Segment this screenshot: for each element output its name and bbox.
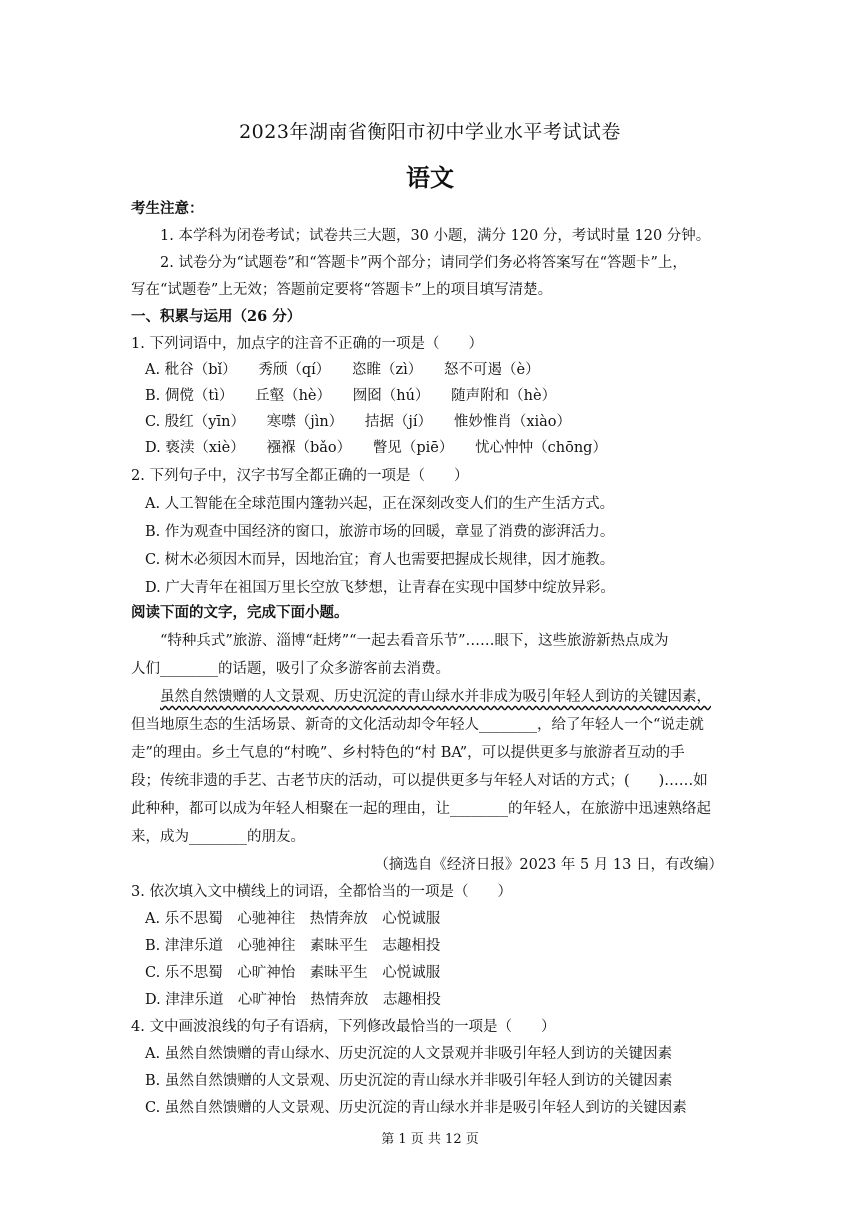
question-3-option-d: D. 津津乐道 心旷神怡 热情奔放 志趣相投 [145, 992, 441, 1008]
question-4-option-a: A. 虽然自然馈赠的青山绿水、历史沉淀的人文景观并非吸引年轻人到访的关键因素 [145, 1046, 673, 1062]
question-1-option-a: A. 秕谷（bǐ） 秀颀（qí） 恣睢（zì） 怒不可遏（è） [145, 362, 540, 378]
question-3-option-c: C. 乐不思蜀 心旷神怡 素昧平生 心悦诚服 [145, 965, 441, 981]
reading-paragraph-1-cont: 人们________的话题，吸引了众多游客前去消费。 [131, 661, 450, 677]
question-3-stem: 3. 依次填入文中横线上的词语，全都恰当的一项是（ ） [131, 884, 512, 900]
notice-item-2: 2. 试卷分为“试题卷”和“答题卡”两个部分；请同学们务必将答案写在“答题卡”上， [160, 255, 687, 271]
question-3-option-a: A. 乐不思蜀 心驰神往 热情奔放 心悦诚服 [145, 911, 441, 927]
question-1-stem: 1. 下列词语中，加点字的注音不正确的一项是（ ） [131, 336, 483, 352]
question-4-option-c: C. 虽然自然馈赠的人文景观、历史沉淀的青山绿水并非是吸引年轻人到访的关键因素 [145, 1100, 687, 1116]
reading-paragraph-2-line-6: 来，成为________的朋友。 [131, 829, 305, 845]
exam-title: 2023年湖南省衡阳市初中学业水平考试试卷 [239, 121, 621, 143]
question-4-stem: 4. 文中画波浪线的句子有语病，下列修改最恰当的一项是（ ） [131, 1019, 556, 1035]
notice-item-2-cont: 写在“试题卷”上无效；答题前定要将“答题卡”上的项目填写清楚。 [131, 282, 553, 298]
reading-paragraph-2-line-3: 走”的理由。乡土气息的“村晚”、乡村特色的“村 BA”，可以提供更多与旅游者互动的手 [131, 745, 685, 761]
question-2-option-a: A. 人工智能在全球范围内篷勃兴起，正在深刻改变人们的生产生活方式。 [145, 496, 615, 512]
question-4-option-b: B. 虽然自然馈赠的人文景观、历史沉淀的青山绿水并非吸引年轻人到访的关键因素 [145, 1073, 673, 1089]
question-2-stem: 2. 下列句子中，汉字书写全都正确的一项是（ ） [131, 468, 469, 484]
question-1-option-d: D. 亵渎（xiè） 襁褓（bǎo） 瞥见（piē） 忧心忡忡（chōng） [145, 440, 607, 456]
question-3-option-b: B. 津津乐道 心驰神往 素昧平生 志趣相投 [145, 938, 441, 954]
page-footer: 第 1 页 共 12 页 [381, 1132, 479, 1147]
reading-paragraph-2-line-2: 但当地原生态的生活场景、新奇的文化活动却令年轻人________，给了年轻人一个“说走就 [131, 717, 704, 733]
reading-source: （摘选自《经济日报》2023 年 5 月 13 日，有改编） [374, 857, 723, 873]
question-2-option-c: C. 树木必须因木而异，因地治宜；育人也需要把握成长规律，因才施教。 [145, 552, 615, 568]
wavy-underlined-sentence: 虽然自然馈赠的人文景观、历史沉淀的青山绿水并非成为吸引年轻人到访的关键因素， [160, 689, 711, 705]
notice-heading: 考生注意： [131, 200, 204, 217]
question-1-option-b: B. 倜傥（tì） 丘壑（hè） 囫囵（hú） 随声附和（hè） [145, 388, 557, 404]
question-1-option-c: C. 殷红（yīn） 寒噤（jìn） 拮据（jí） 惟妙惟肖（xiào） [145, 414, 572, 430]
reading-heading: 阅读下面的文字，完成下面小题。 [131, 604, 349, 621]
notice-item-1: 1. 本学科为闭卷考试；试卷共三大题，30 小题，满分 120 分，考试时量 120 分钟。 [160, 228, 711, 244]
reading-paragraph-2-line-5: 此种种，都可以成为年轻人相聚在一起的理由，让________的年轻人，在旅游中迅速熟络起 [131, 801, 711, 817]
reading-paragraph-1: “特种兵式”旅游、淄博“赶烤”“一起去看音乐节”……眼下，这些旅游新热点成为 [160, 633, 669, 649]
reading-paragraph-2-line-4: 段；传统非遗的手艺、古老节庆的活动，可以提供更多与年轻人对话的方式；( )……如 [131, 773, 708, 789]
question-2-option-b: B. 作为观查中国经济的窗口，旅游市场的回暖，章显了消费的澎湃活力。 [145, 524, 615, 540]
question-2-option-d: D. 广大青年在祖国万里长空放飞梦想，让青春在实现中国梦中绽放异彩。 [145, 580, 615, 596]
subject-title: 语文 [406, 163, 454, 192]
section-heading: 一、积累与运用（26 分） [131, 308, 302, 325]
